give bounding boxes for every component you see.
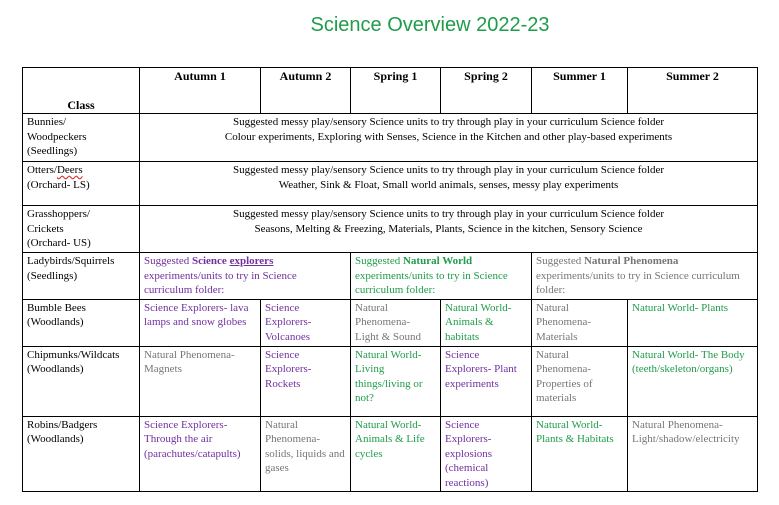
- unit-cell-summer-2: Natural Phenomena- Light/shadow/electricity: [628, 416, 758, 492]
- summer-suggestion-cell: [532, 253, 758, 300]
- class-group: (Seedlings): [27, 269, 78, 282]
- header-autumn-1: Autumn 1: [140, 68, 261, 114]
- unit-cell-summer-1: Natural Phenomena- Materials: [532, 299, 628, 346]
- class-cell: [23, 299, 140, 346]
- unit-cell-autumn-2: Science Explorers- Rockets: [261, 346, 351, 416]
- unit-cell-autumn-1: Natural Phenomena- Magnets: [140, 346, 261, 416]
- suggestion-topics: Colour experiments, Exploring with Senses, Science in the Kitchen and other play-based experiments: [224, 130, 673, 143]
- class-name: Bunnies/: [27, 116, 67, 128]
- suggestion-topics: Weather, Sink & Float, Small world animals, senses, messy play experiments: [278, 178, 619, 191]
- header-row: [23, 68, 758, 114]
- unit-cell-autumn-2: Science Explorers- Volcanoes: [261, 299, 351, 346]
- suggestion-line: Suggested messy play/sensory Science units to try through play in your curriculum Science folder: [232, 116, 665, 128]
- prefix: Suggested: [144, 255, 192, 267]
- header-class: Class: [23, 68, 140, 114]
- autumn-suggestion-cell: [140, 253, 351, 300]
- class-cell: [23, 416, 140, 492]
- suggestion-line: Suggested messy play/sensory Science units to try through play in your curriculum Science folder: [232, 208, 665, 220]
- class-cell: [23, 206, 140, 253]
- class-cell: [23, 253, 140, 300]
- unit-cell-spring-2: Natural World- Animals & habitats: [441, 299, 532, 346]
- class-name: Crickets: [27, 222, 64, 235]
- page-title: Science Overview 2022-23: [310, 14, 550, 36]
- suggestion-rest: experiments/units to try in Science curriculum folder:: [144, 269, 297, 296]
- header-autumn-2: Autumn 2: [261, 68, 351, 114]
- table-row-ladybirds: [23, 253, 758, 300]
- class-name: Robins/Badgers: [27, 418, 98, 431]
- class-group: (Seedlings): [27, 145, 78, 157]
- suggestion-line: Suggested messy play/sensory Science units to try through play in your curriculum Science folder: [232, 164, 665, 176]
- unit-cell-summer-2: Natural World- Plants: [628, 299, 758, 346]
- science-overview-table: [22, 67, 758, 492]
- unit-cell-summer-2: Natural World- The Body (teeth/skeleton/organs): [628, 346, 758, 416]
- class-cell: [23, 114, 140, 162]
- unit-cell-autumn-1: Science Explorers- Through the air (parachutes/catapults): [140, 416, 261, 492]
- header-spring-2: Spring 2: [441, 68, 532, 114]
- class-group: (Woodlands): [27, 316, 84, 328]
- unit-name: Natural World: [402, 255, 473, 267]
- unit-cell-spring-1: Natural World- Animals & Life cycles: [351, 416, 441, 492]
- class-group: (Woodlands): [27, 363, 84, 375]
- header-spring-1: Spring 1: [351, 68, 441, 114]
- unit-cell-spring-1: Natural Phenomena- Light & Sound: [351, 299, 441, 346]
- unit-cell-spring-1: Natural World- Living things/living or not?: [351, 346, 441, 416]
- unit-cell-spring-2: Science Explorers- explosions (chemical reactions): [441, 416, 532, 492]
- class-name: Woodpeckers: [27, 130, 87, 143]
- table-row-otters: [23, 162, 758, 206]
- unit-cell-spring-2: Science Explorers- Plant experiments: [441, 346, 532, 416]
- header-summer-1: Summer 1: [532, 68, 628, 114]
- table-row-chipmunks: [23, 346, 758, 416]
- table-row-bunnies: [23, 114, 758, 162]
- unit-name-underlined: explorers: [229, 255, 274, 267]
- unit-name: Natural Phenomena: [583, 255, 679, 267]
- prefix: Suggested: [536, 255, 584, 267]
- class-group: (Woodlands): [27, 433, 84, 445]
- class-name: Bumble Bees: [27, 301, 86, 314]
- table-row-bumblebees: [23, 299, 758, 346]
- class-name: Chipmunks/Wildcats: [27, 348, 120, 361]
- unit-cell-summer-1: Natural Phenomena- Properties of materials: [532, 346, 628, 416]
- suggestion-rest: experiments/units to try in Science curriculum folder:: [536, 269, 740, 296]
- class-name: Grasshoppers/: [27, 208, 90, 220]
- suggestion-topics: Seasons, Melting & Freezing, Materials, Plants, Science in the kitchen, Sensory Science: [254, 222, 643, 235]
- suggestion-rest: experiments/units to try in Science curriculum folder:: [355, 269, 508, 296]
- merged-suggestion-cell: [140, 206, 758, 253]
- unit-name: Science: [191, 255, 230, 267]
- class-name: [27, 163, 135, 178]
- merged-suggestion-cell: [140, 114, 758, 162]
- prefix: Suggested: [355, 255, 403, 267]
- header-summer-2: Summer 2: [628, 68, 758, 114]
- class-group: (Orchard- US): [27, 237, 91, 249]
- class-name-part: Otters/: [27, 164, 57, 176]
- class-cell: [23, 162, 140, 206]
- spellcheck-word: Deers: [56, 164, 83, 176]
- table-row-grasshoppers: [23, 206, 758, 253]
- unit-cell-autumn-2: Natural Phenomena- solids, liquids and gases: [261, 416, 351, 492]
- unit-cell-autumn-1: Science Explorers- lava lamps and snow globes: [140, 299, 261, 346]
- class-group: (Orchard- LS): [27, 178, 90, 191]
- unit-cell-summer-1: Natural World- Plants & Habitats: [532, 416, 628, 492]
- merged-suggestion-cell: [140, 162, 758, 206]
- table-row-robins: [23, 416, 758, 492]
- spring-suggestion-cell: [351, 253, 532, 300]
- class-cell: [23, 346, 140, 416]
- class-name: Ladybirds/Squirrels: [27, 255, 115, 267]
